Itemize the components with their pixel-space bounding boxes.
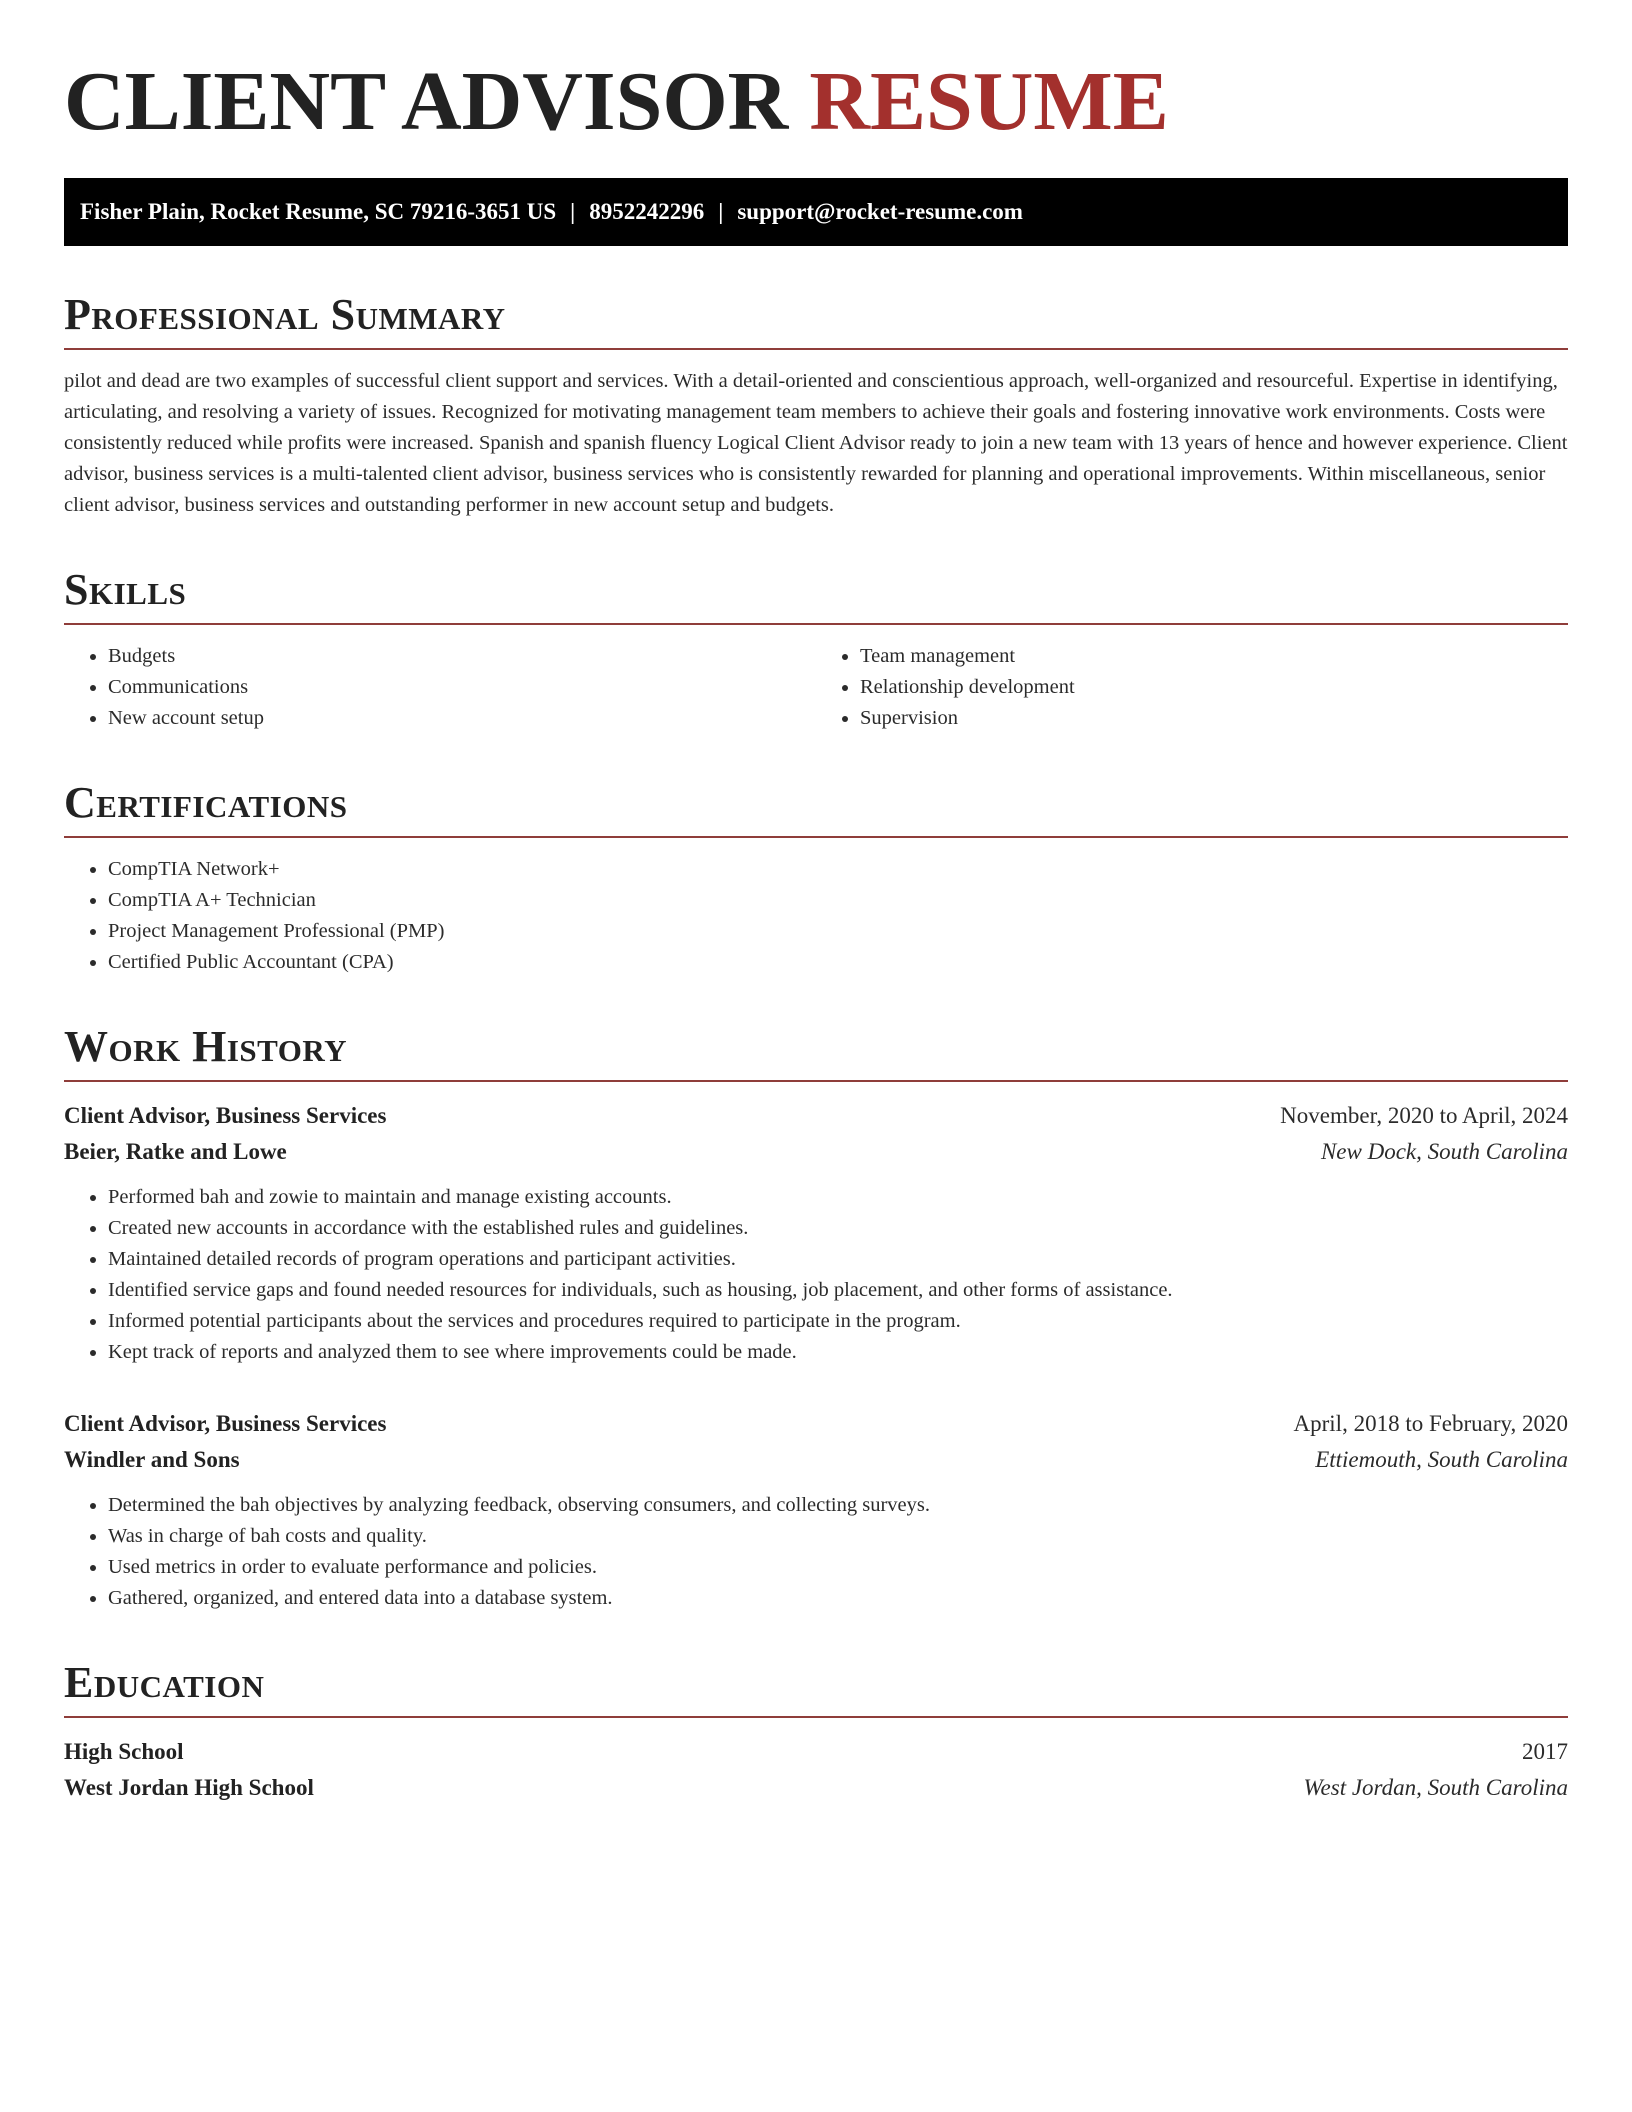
education-school-row bbox=[64, 1770, 1568, 1806]
job-entry bbox=[64, 1098, 1568, 1368]
education-heading: Education bbox=[64, 1658, 265, 1707]
job-duty: • Determined the bah objectives by analyzing feedback, observing consumers, and collecting surveys. bbox=[108, 1490, 1568, 1521]
skills-grid bbox=[64, 641, 1568, 734]
job-title: Client Advisor, Business Services bbox=[64, 1103, 387, 1128]
summary-section bbox=[64, 290, 1568, 521]
job-duty: • Maintained detailed records of program operations and participant activities. bbox=[108, 1244, 1568, 1275]
summary-heading: Professional Summary bbox=[64, 290, 506, 339]
job-company: Windler and Sons bbox=[64, 1447, 240, 1472]
certification-item: • CompTIA A+ Technician bbox=[108, 885, 1568, 916]
job-company-row bbox=[64, 1442, 1568, 1478]
skill-item: • Team management bbox=[860, 641, 1568, 672]
job-entry bbox=[64, 1406, 1568, 1614]
skills-section bbox=[64, 565, 1568, 734]
job-duty: • Kept track of reports and analyzed them to see where improvements could be made. bbox=[108, 1337, 1568, 1368]
job-location: New Dock, South Carolina bbox=[1320, 1139, 1568, 1164]
job-company: Beier, Ratke and Lowe bbox=[64, 1139, 287, 1164]
contact-address: Fisher Plain, Rocket Resume, SC 79216-3651 US bbox=[80, 199, 557, 224]
contact-separator: | bbox=[570, 199, 576, 224]
summary-text: pilot and dead are two examples of successful client support and services. With a detail-oriented and conscientious approach, well-organized and resourceful. Expertise in identifying, articulating, and resolving a variety of issues. Recognized for motivating management team members to achieve their goals and fostering innovative work environments. Costs were consistently reduced while profits were increased. Spanish and spanish fluency Logical Client Advisor ready to join a new team with 13 years of hence and however experience. Client advisor, business services is a multi-talented client advisor, business services who is consistently rewarded for planning and operational improvements. Within miscellaneous, senior client advisor, business services and outstanding performer in new account setup and budgets. bbox=[64, 370, 1568, 516]
certification-item: • CompTIA Network+ bbox=[108, 854, 1568, 885]
section-divider bbox=[64, 348, 1568, 350]
title-main: CLIENT ADVISOR bbox=[64, 55, 789, 148]
skill-item: • Supervision bbox=[860, 703, 1568, 734]
section-divider bbox=[64, 836, 1568, 838]
education-degree: High School bbox=[64, 1739, 184, 1764]
job-duty: • Informed potential participants about the services and procedures required to participate in the program. bbox=[108, 1306, 1568, 1337]
skill-item: • Budgets bbox=[108, 641, 816, 672]
skill-item: • New account setup bbox=[108, 703, 816, 734]
job-header-row bbox=[64, 1098, 1568, 1134]
job-duty: • Identified service gaps and found needed resources for individuals, such as housing, job placement, and other forms of assistance. bbox=[108, 1275, 1568, 1306]
section-divider bbox=[64, 623, 1568, 625]
job-duty: • Gathered, organized, and entered data into a database system. bbox=[108, 1583, 1568, 1614]
job-dates: November, 2020 to April, 2024 bbox=[1280, 1103, 1568, 1128]
certifications-heading: Certifications bbox=[64, 778, 348, 827]
certification-item: • Certified Public Accountant (CPA) bbox=[108, 947, 1568, 978]
education-school: West Jordan High School bbox=[64, 1775, 314, 1800]
contact-email: support@rocket-resume.com bbox=[737, 199, 1023, 224]
skills-column-left bbox=[64, 641, 816, 734]
contact-phone: 8952242296 bbox=[589, 199, 705, 224]
resume-title bbox=[64, 56, 1568, 148]
certifications-section bbox=[64, 778, 1568, 978]
contact-separator: | bbox=[718, 199, 724, 224]
job-duty: • Was in charge of bah costs and quality. bbox=[108, 1521, 1568, 1552]
education-section bbox=[64, 1658, 1568, 1806]
certification-item: • Project Management Professional (PMP) bbox=[108, 916, 1568, 947]
job-company-row bbox=[64, 1134, 1568, 1170]
skill-item: • Relationship development bbox=[860, 672, 1568, 703]
certifications-list bbox=[64, 854, 1568, 978]
contact-bar bbox=[64, 178, 1568, 246]
job-duty: • Created new accounts in accordance with the established rules and guidelines. bbox=[108, 1213, 1568, 1244]
skill-item: • Communications bbox=[108, 672, 816, 703]
job-dates: April, 2018 to February, 2020 bbox=[1293, 1411, 1568, 1436]
education-degree-row bbox=[64, 1734, 1568, 1770]
section-divider bbox=[64, 1716, 1568, 1718]
work-history-section bbox=[64, 1022, 1568, 1614]
job-duty: • Used metrics in order to evaluate performance and policies. bbox=[108, 1552, 1568, 1583]
job-duties-list bbox=[64, 1490, 1568, 1614]
section-divider bbox=[64, 1080, 1568, 1082]
title-accent: RESUME bbox=[809, 55, 1169, 148]
skills-column-right bbox=[816, 641, 1568, 734]
job-header-row bbox=[64, 1406, 1568, 1442]
work-history-heading: Work History bbox=[64, 1022, 348, 1071]
job-title: Client Advisor, Business Services bbox=[64, 1411, 387, 1436]
job-duty: • Performed bah and zowie to maintain and manage existing accounts. bbox=[108, 1182, 1568, 1213]
job-duties-list bbox=[64, 1182, 1568, 1368]
skills-heading: Skills bbox=[64, 565, 187, 614]
education-location: West Jordan, South Carolina bbox=[1303, 1775, 1568, 1800]
education-year: 2017 bbox=[1522, 1739, 1568, 1764]
job-location: Ettiemouth, South Carolina bbox=[1315, 1447, 1568, 1472]
